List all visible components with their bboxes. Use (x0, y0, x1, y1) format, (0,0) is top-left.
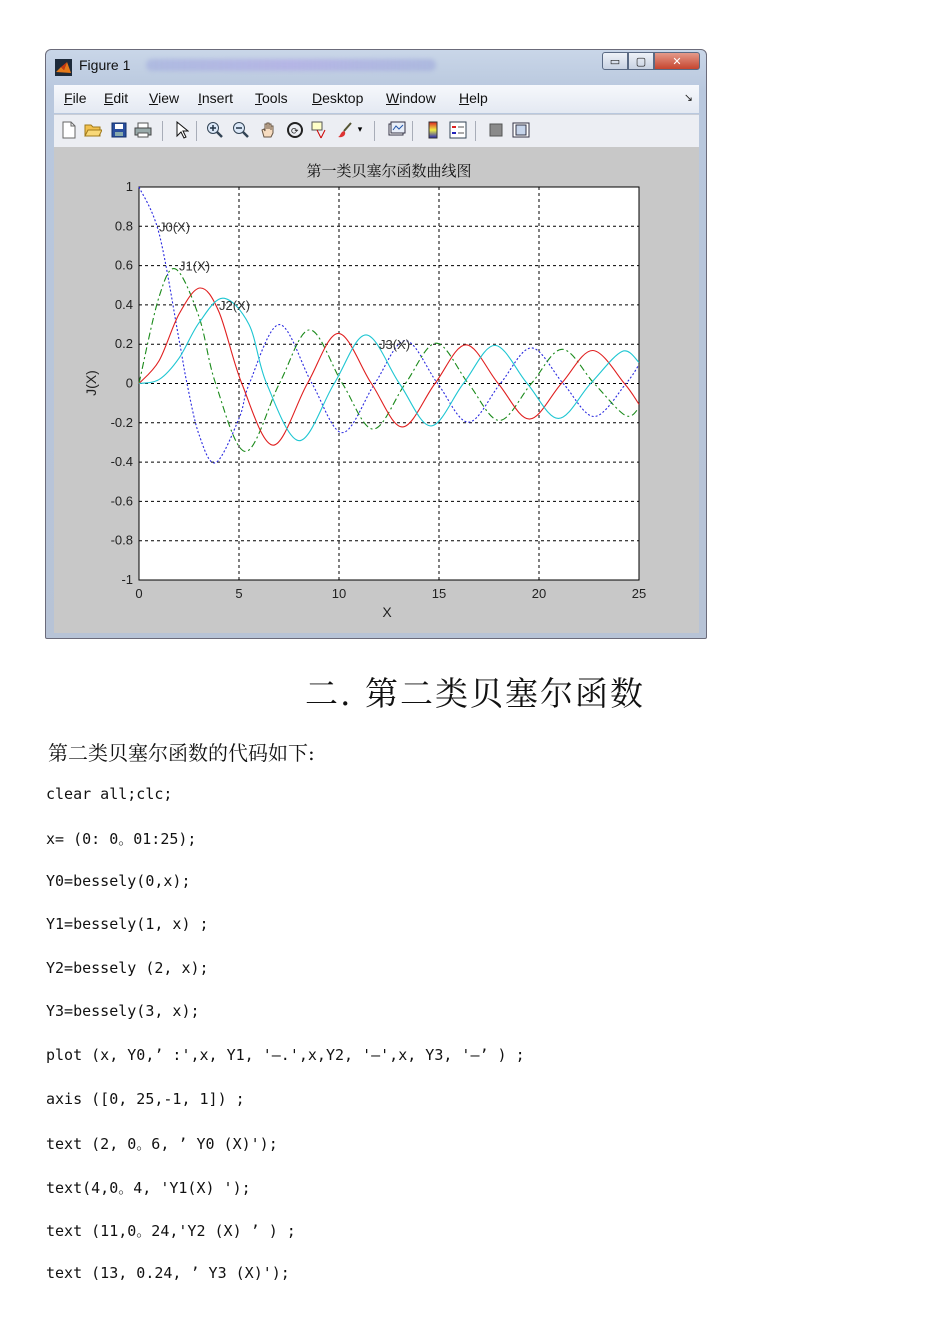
blurred-window-title (146, 59, 436, 71)
x-axis-label: X (382, 604, 392, 620)
y-tick-label: 0.4 (114, 296, 133, 312)
figure-canvas (54, 147, 699, 633)
zoom-in-icon[interactable] (206, 121, 224, 139)
annotation-label: J0(X) (159, 219, 191, 235)
zoom-out-icon[interactable] (232, 121, 250, 139)
y-axis-label: J(X) (83, 370, 99, 396)
y-tick-label: -0.6 (110, 493, 133, 509)
code-line: text(4,0。4, 'Y1(X) '); (46, 1179, 251, 1197)
toolbar-separator (412, 121, 413, 141)
code-line: Y1=bessely(1, x) ; (46, 915, 209, 933)
open-file-icon[interactable] (84, 121, 102, 139)
code-line: Y2=bessely (2, x); (46, 959, 209, 977)
code-line: text (13, 0.24, ’ Y3 (X)'); (46, 1264, 290, 1282)
title-bar[interactable] (46, 50, 706, 80)
y-tick-label: 0.2 (114, 336, 133, 352)
toolbar-separator (475, 121, 476, 141)
rotate-3d-icon[interactable] (286, 121, 304, 139)
y-tick-label: -0.4 (110, 454, 133, 470)
colorbar-icon[interactable] (424, 121, 442, 139)
link-plot-icon[interactable] (388, 121, 406, 139)
toolbar-separator (196, 121, 197, 141)
figure-window (45, 49, 707, 639)
window-controls (602, 52, 700, 71)
pointer-icon[interactable] (173, 121, 191, 139)
annotation-label: J3(X) (379, 337, 411, 353)
y-tick-label: -0.8 (110, 532, 133, 548)
brush-icon[interactable] (337, 121, 355, 139)
section-heading: 二. 第二类贝塞尔函数 (305, 674, 645, 713)
menu-desktop[interactable]: Desktop (312, 90, 364, 106)
code-line: x= (0: 0。01:25); (46, 830, 197, 848)
code-line: clear all;clc; (46, 785, 173, 803)
svg-text:⟳: ⟳ (291, 127, 299, 137)
chart-title: 第一类贝塞尔函数曲线图 (306, 162, 472, 180)
menu-insert[interactable]: Insert (198, 90, 234, 106)
toolbar-separator (374, 121, 375, 141)
code-line: axis ([0, 25,-1, 1]) ; (46, 1090, 245, 1108)
matlab-icon (55, 59, 72, 76)
save-icon[interactable] (110, 121, 128, 139)
close-button[interactable]: ✕ (654, 52, 700, 70)
toolbar-separator (162, 121, 163, 141)
menu-bar (54, 85, 699, 113)
pan-icon[interactable] (259, 121, 277, 139)
new-figure-icon[interactable] (60, 121, 78, 139)
code-line: text (2, 0。6, ’ Y0 (X)'); (46, 1135, 278, 1153)
code-line: Y0=bessely(0,x); (46, 872, 191, 890)
y-tick-label: 1 (125, 179, 133, 194)
x-tick-label: 5 (235, 586, 243, 601)
y-tick-label: 0 (125, 375, 133, 391)
figure-toolbar (54, 114, 699, 147)
menu-help[interactable]: Help (459, 90, 488, 106)
legend-icon[interactable] (449, 121, 467, 139)
y-tick-label: -0.2 (110, 414, 133, 430)
data-cursor-icon[interactable] (311, 121, 329, 139)
bessel-chart (54, 147, 699, 633)
intro-text: 第二类贝塞尔函数的代码如下: (48, 741, 315, 765)
code-line: Y3=bessely(3, x); (46, 1002, 200, 1020)
code-line: text (11,0。24,'Y2 (X) ’ ) ; (46, 1222, 296, 1240)
x-tick-label: 0 (135, 586, 143, 601)
x-tick-label: 25 (631, 586, 647, 601)
dock-arrow-icon[interactable]: ↘ (683, 91, 693, 104)
y-tick-label: 0.8 (114, 218, 133, 234)
y-tick-label: -1 (121, 572, 133, 587)
y-tick-label: 0.6 (114, 257, 133, 273)
menu-view[interactable]: View (149, 90, 180, 106)
annotation-label: J1(X) (179, 258, 211, 274)
x-tick-label: 15 (431, 586, 447, 601)
code-line: plot (x, Y0,’ :',x, Y1, '—.',x,Y2, '—',x, Y3, '—’ ) ; (46, 1046, 525, 1064)
menu-tools[interactable]: Tools (255, 90, 288, 106)
menu-file[interactable]: File (64, 90, 87, 106)
brush-dropdown-icon[interactable]: ▾ (357, 125, 363, 135)
maximize-button[interactable]: ▢ (628, 52, 654, 70)
show-plot-tools-icon[interactable] (512, 121, 530, 139)
x-tick-label: 20 (531, 586, 547, 601)
hide-plot-tools-icon[interactable] (487, 121, 505, 139)
print-icon[interactable] (134, 121, 152, 139)
menu-edit[interactable]: Edit (104, 90, 129, 106)
window-title: Figure 1 (79, 57, 131, 73)
x-tick-label: 10 (331, 586, 347, 601)
menu-window[interactable]: Window (386, 90, 436, 106)
minimize-button[interactable]: ▭ (602, 52, 628, 70)
annotation-label: J2(X) (219, 297, 251, 313)
